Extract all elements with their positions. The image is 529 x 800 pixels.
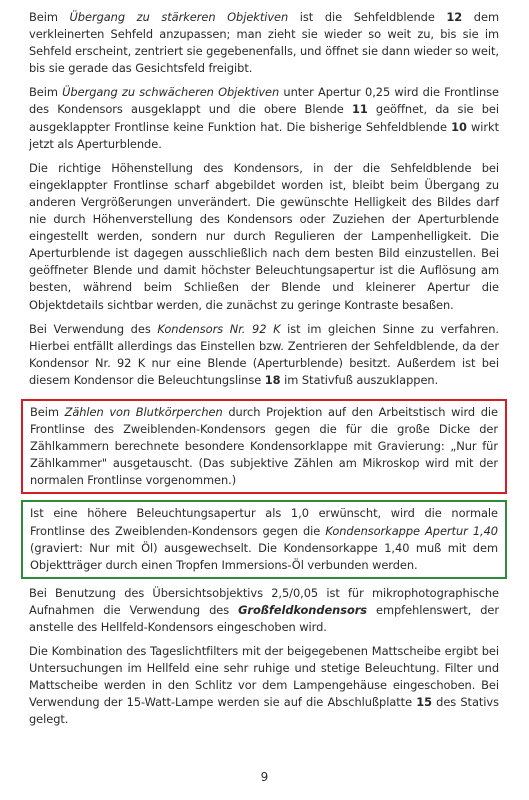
body-text: im Stativfuß auszuklappen. bbox=[280, 372, 439, 387]
body-text: dem verkleinerten Sehfeld anzupassen; man zieht sie wieder so weit zu, bis sie im Sehfeld erscheint, zentriert sie gegebenenfalls, und öffnet sie dann wieder so weit, bis sie gerade das Gesichtsfeld freigibt. bbox=[29, 10, 499, 76]
body-text: geöffnet, da sie bei ausgeklappter Frontlinse keine Funktion hat. Die bisherige Sehfeldblende bbox=[29, 102, 499, 134]
paragraph-condenser-cap-aperture bbox=[30, 505, 498, 573]
body-text: Bei Verwendung des bbox=[29, 321, 158, 336]
paragraph-objective-stronger bbox=[29, 9, 499, 77]
body-text: empfehlenswert, der anstelle des Hellfeld-Kondensors eingeschoben wird. bbox=[29, 602, 500, 634]
emphasis-text: 15 bbox=[416, 695, 432, 710]
paragraph-condenser-height bbox=[29, 160, 499, 314]
emphasis-text: Übergang zu schwächeren Objektiven bbox=[62, 85, 280, 100]
paragraph-objective-weaker bbox=[29, 84, 499, 152]
body-text: Die Kombination des Tageslichtfilters mit der beigegebenen Mattscheibe ergibt bei Untersuchungen im Hellfeld eine sehr ruhige und stetige Beleuchtung. Filter und Mattscheibe werden in den Schlitz vor dem Lampengehäuse eingeschoben. Bei Verwendung der 15-Watt-Lampe werden sie auf die Abschlußplatte bbox=[29, 644, 499, 710]
highlight-box-green bbox=[21, 500, 507, 578]
paragraph-condenser-92k bbox=[29, 321, 499, 389]
body-text: ist im gleichen Sinne zu verfahren. Hierbei entfällt allerdings das Einstellen bzw. Zentrieren der Sehfeldblende, da der Kondensor Nr. 92 K nur eine Blende (Aperturblende) besitzt. Außerdem ist bei diesem Kondensor die Beleuchtungslinse bbox=[29, 321, 499, 387]
highlight-box-red bbox=[21, 399, 507, 494]
emphasis-text: Großfeldkondensors bbox=[238, 602, 368, 617]
body-text: (graviert: Nur mit Öl) ausgewechselt. Die Kondensorkappe 1,40 muß mit dem Objektträger durch einen Tropfen Immersions-Öl verbunden werden. bbox=[30, 540, 498, 572]
body-text: Beim bbox=[29, 10, 70, 24]
body-text: Die richtige Höhenstellung des Kondensors, in der die Sehfeldblende bei eingeklappter Frontlinse scharf abgebildet worden ist, bleibt beim Übergang zu anderen Vergrößerungen unverändert. Die gewünschte Helligkeit des Bildes darf nie durch Höhenverstellung des Kondensors oder Zuziehen der Aperturblende eingestellt werden, sondern nur durch Regulieren der Lampenhelligkeit. Die Aperturblende ist dagegen ausschließlich nach dem besten Bild einzustellen. Bei geöffneter Blende und damit höchster Beleuchtungsapertur ist die Auflösung am besten, während beim Schließen der Blende und kleinerer Apertur die Objektdetails sichtbar werden, die zunächst zu geringe Kontraste besaßen. bbox=[29, 160, 499, 312]
page-number: 9 bbox=[260, 770, 269, 784]
paragraph-daylight-filter bbox=[29, 643, 499, 728]
body-text: Bei Benutzung des Übersichtsobjektivs 2,5/0,05 ist für mikrophotographische Aufnahmen die Verwendung des bbox=[29, 585, 499, 617]
emphasis-text: Zählen von Blutkörperchen bbox=[64, 404, 223, 419]
emphasis-text: Kondensorkappe Apertur 1,40 bbox=[325, 523, 499, 538]
page-content bbox=[29, 9, 499, 736]
body-text: unter Apertur 0,25 wird die Frontlinse des Kondensors ausgeklappt und die obere Blende bbox=[29, 85, 499, 117]
emphasis-text: 18 bbox=[264, 372, 281, 387]
emphasis-text: 12 bbox=[446, 10, 463, 24]
body-text: ist die Sehfeldblende bbox=[288, 10, 447, 24]
body-text: des Stativs gelegt. bbox=[29, 695, 499, 727]
body-text: Beim bbox=[30, 404, 65, 419]
body-text: Beim bbox=[29, 85, 63, 100]
emphasis-text: 11 bbox=[351, 102, 368, 117]
emphasis-text: 10 bbox=[451, 119, 467, 134]
body-text: wirkt jetzt als Aperturblende. bbox=[29, 119, 499, 151]
emphasis-text: Übergang zu stärkeren Objektiven bbox=[69, 10, 289, 24]
body-text: Ist eine höhere Beleuchtungsapertur als 1,0 erwünscht, wird die normale Frontlinse des Zweiblenden-Kondensors gegen die bbox=[30, 506, 498, 538]
emphasis-text: Kondensors Nr. 92 K bbox=[157, 321, 281, 336]
body-text: durch Projektion auf den Arbeitstisch wird die Frontlinse des Zweiblenden-Kondensors gegen die für die große Dicke der Zählkammern berechnete besondere Kondensorklappe mit Gravierung: „Nur für Zählkammer" ausgetauscht. (Das subjektive Zählen am Mikroskop wird mit der normalen Frontlinse vorgenommen.) bbox=[30, 404, 498, 488]
paragraph-wide-field-condenser bbox=[29, 585, 499, 636]
paragraph-blood-cell-counting bbox=[30, 404, 498, 489]
